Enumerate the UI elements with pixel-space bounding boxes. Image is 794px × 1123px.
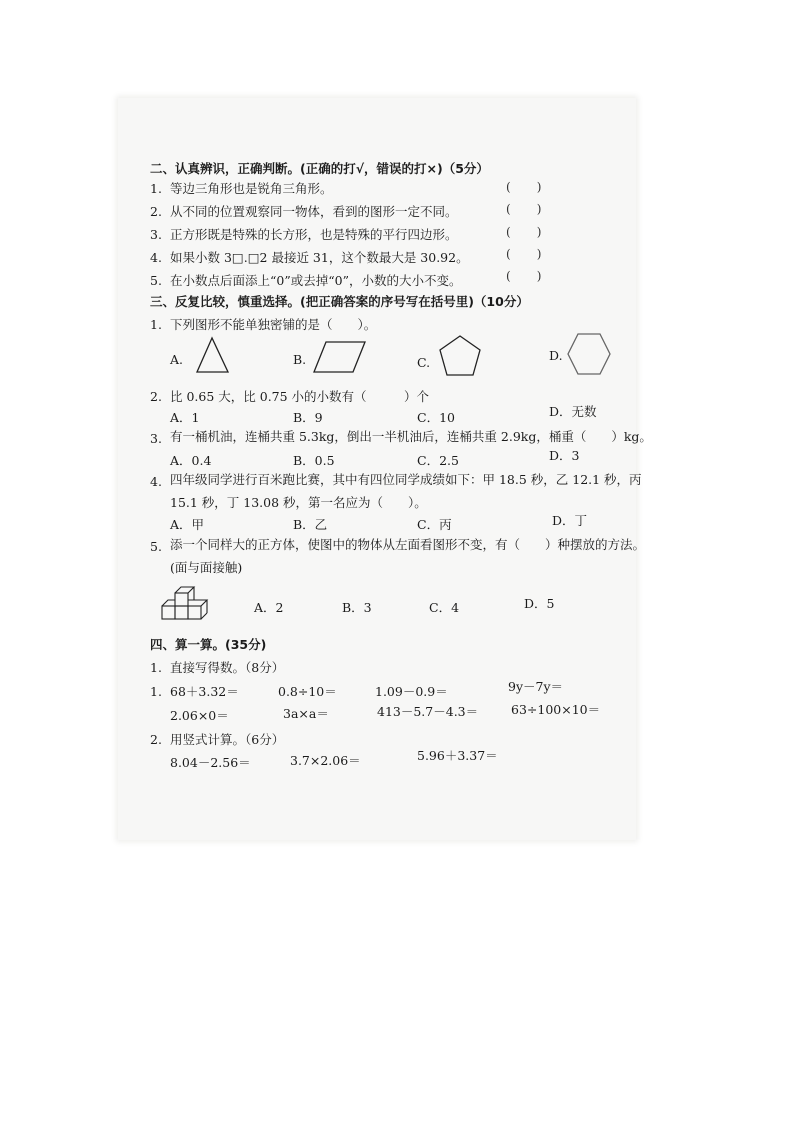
section3-title: 三、反复比较，慎重选择。(把正确答案的序号写在括号里)（10分） bbox=[150, 294, 529, 309]
calc-1: 68＋3.32＝ bbox=[170, 684, 239, 699]
cube-stack-icon bbox=[160, 584, 226, 624]
sub2-num: 2. bbox=[150, 732, 162, 747]
q5-option-b[interactable]: B．3 bbox=[342, 600, 372, 615]
q3-option-b[interactable]: B．0.5 bbox=[293, 453, 335, 468]
q3-num: 3. bbox=[150, 431, 162, 446]
q2-option-d[interactable]: D．无数 bbox=[549, 404, 597, 419]
vertical-calc-2: 3.7×2.06＝ bbox=[290, 753, 361, 768]
q2-option-b[interactable]: B．9 bbox=[293, 410, 323, 425]
calc-8: 63÷100×10＝ bbox=[511, 702, 601, 717]
judge-item-2: 从不同的位置观察同一物体，看到的图形一定不同。 bbox=[170, 204, 458, 219]
q2-option-a[interactable]: A．1 bbox=[170, 410, 200, 425]
judge-item-3-num: 3. bbox=[150, 227, 162, 242]
calc-3: 1.09－0.9＝ bbox=[375, 684, 448, 699]
q4-option-a[interactable]: A．甲 bbox=[170, 517, 205, 532]
q2-text: 比 0.65 大，比 0.75 小的小数有（ ）个 bbox=[170, 389, 430, 404]
q5-option-c[interactable]: C．4 bbox=[429, 600, 460, 615]
judge-item-3: 正方形既是特殊的长方形，也是特殊的平行四边形。 bbox=[170, 227, 458, 242]
q4-option-d[interactable]: D．丁 bbox=[552, 513, 588, 528]
q3-text: 有一桶机油，连桶共重 5.3kg，倒出一半机油后，连桶共重 2.9kg，桶重（ ）kg。 bbox=[170, 429, 652, 444]
calc-4: 9y－7y＝ bbox=[508, 679, 564, 694]
judge-item-4: 如果小数 3□.□2 最接近 31，这个数最大是 30.92。 bbox=[170, 250, 469, 265]
judge-item-4-num: 4. bbox=[150, 250, 162, 265]
q1-text: 下列图形不能单独密铺的是（ ）。 bbox=[170, 317, 377, 332]
q1-option-d[interactable]: D. bbox=[549, 348, 563, 363]
answer-paren-2[interactable]: ( ) bbox=[506, 202, 542, 216]
q1-option-a[interactable]: A. bbox=[170, 352, 184, 367]
calc-2: 0.8÷10＝ bbox=[278, 684, 337, 699]
vertical-calc-3: 5.96＋3.37＝ bbox=[417, 748, 498, 763]
q2-option-c[interactable]: C．10 bbox=[417, 410, 455, 425]
hexagon-icon bbox=[568, 332, 618, 382]
q3-option-c[interactable]: C．2.5 bbox=[417, 453, 459, 468]
q1-option-c[interactable]: C. bbox=[417, 355, 431, 370]
judge-item-1: 等边三角形也是锐角三角形。 bbox=[170, 181, 333, 196]
q4-num: 4. bbox=[150, 474, 162, 489]
vertical-calc-1: 8.04－2.56＝ bbox=[170, 755, 251, 770]
q1-num: 1. bbox=[150, 317, 162, 332]
q5-text-line1: 添一个同样大的正方体，使图中的物体从左面看图形不变，有（ ）种摆放的方法。 bbox=[170, 537, 646, 552]
answer-paren-1[interactable]: ( ) bbox=[506, 180, 542, 194]
calc-7: 413－5.7－4.3＝ bbox=[377, 704, 479, 719]
q5-num: 5. bbox=[150, 539, 162, 554]
q5-option-a[interactable]: A．2 bbox=[254, 600, 284, 615]
calc-6: 3a×a＝ bbox=[283, 706, 329, 721]
judge-item-2-num: 2. bbox=[150, 204, 162, 219]
q3-option-d[interactable]: D．3 bbox=[549, 448, 580, 463]
parallelogram-icon bbox=[312, 340, 372, 380]
judge-item-1-num: 1. bbox=[150, 181, 162, 196]
calc-5: 2.06×0＝ bbox=[170, 708, 229, 723]
q4-option-c[interactable]: C．丙 bbox=[417, 517, 452, 532]
sub1-text: 直接写得数。（8分） bbox=[170, 660, 285, 675]
judge-item-5: 在小数点后面添上“0”或去掉“0”，小数的大小不变。 bbox=[170, 273, 462, 288]
q1-option-b[interactable]: B. bbox=[293, 352, 307, 367]
q5-option-d[interactable]: D．5 bbox=[524, 596, 555, 611]
sub2-text: 用竖式计算。（6分） bbox=[170, 732, 285, 747]
triangle-icon bbox=[195, 336, 235, 376]
judge-item-5-num: 5. bbox=[150, 273, 162, 288]
q4-text-line2: 15.1 秒，丁 13.08 秒，第一名应为（ ）。 bbox=[170, 495, 427, 510]
section2-title: 二、认真辨识，正确判断。(正确的打√，错误的打×)（5分） bbox=[150, 161, 489, 176]
q5-text-line2: (面与面接触) bbox=[170, 560, 243, 575]
q3-option-a[interactable]: A．0.4 bbox=[170, 453, 212, 468]
answer-paren-4[interactable]: ( ) bbox=[506, 247, 542, 261]
q2-num: 2. bbox=[150, 389, 162, 404]
q4-text-line1: 四年级同学进行百米跑比赛，其中有四位同学成绩如下：甲 18.5 秒，乙 12.1 秒，丙 bbox=[170, 472, 642, 487]
pentagon-icon bbox=[438, 334, 488, 384]
calc-row1-num: 1. bbox=[150, 684, 162, 699]
answer-paren-5[interactable]: ( ) bbox=[506, 269, 542, 283]
sub1-num: 1. bbox=[150, 660, 162, 675]
q4-option-b[interactable]: B．乙 bbox=[293, 517, 328, 532]
section4-title: 四、算一算。(35分) bbox=[150, 637, 267, 652]
answer-paren-3[interactable]: ( ) bbox=[506, 225, 542, 239]
